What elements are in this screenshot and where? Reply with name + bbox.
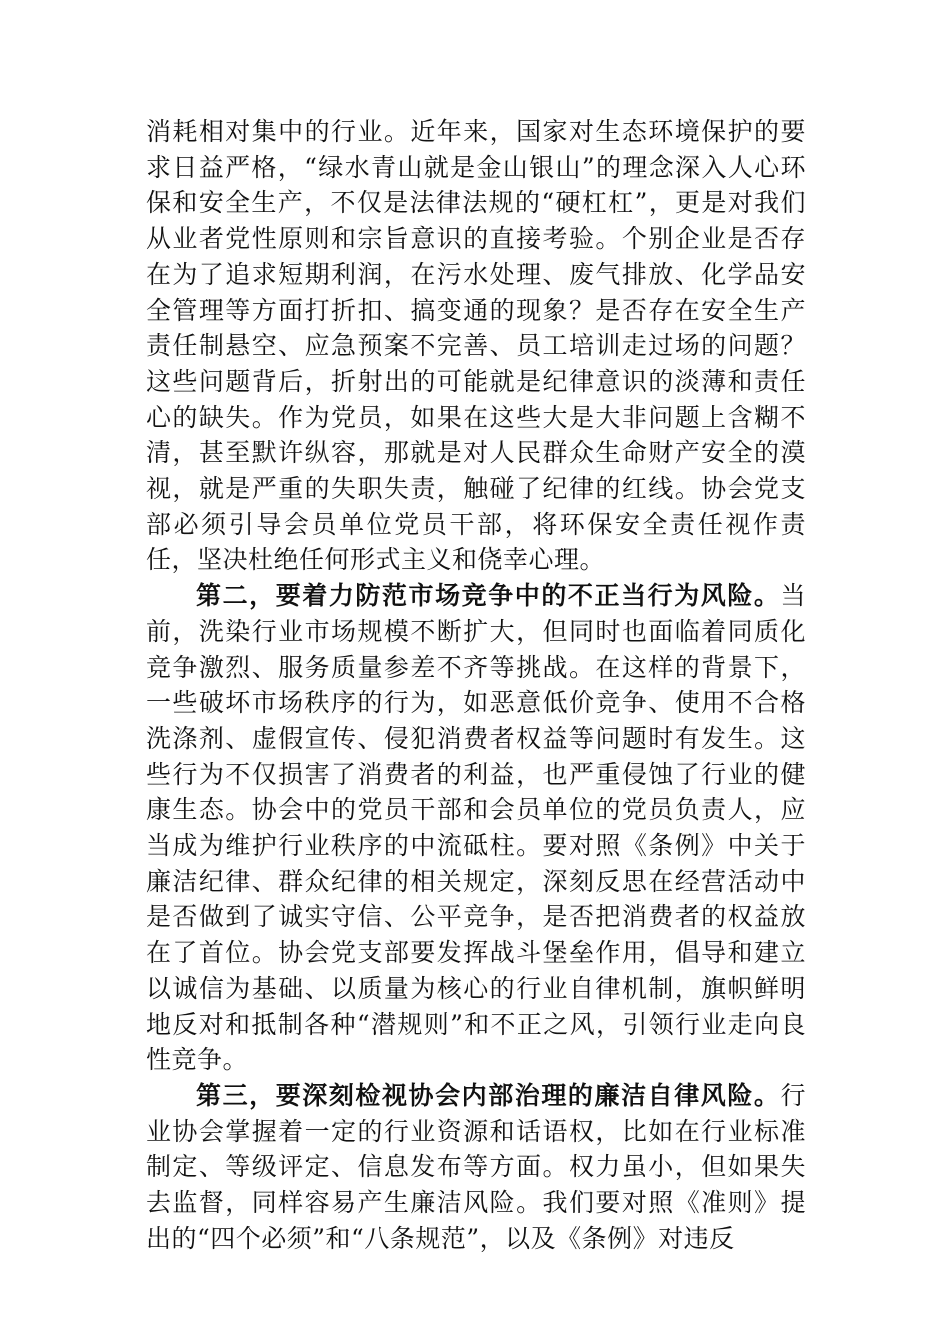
document-body xyxy=(146,114,806,1257)
paragraph-text: 当前，洗染行业市场规模不断扩大，但同时也面临着同质化竞争激烈、服务质量参差不齐等挑战。在这样的背景下，一些破坏市场秩序的行为，如恶意低价竞争、使用不合格洗涤剂、虚假宣传、侵犯消费者权益等问题时有发生。这些行为不仅损害了消费者的利益，也严重侵蚀了行业的健康生态。协会中的党员干部和会员单位的党员负责人，应当成为维护行业秩序的中流砥柱。要对照《条例》中关于廉洁纪律、群众纪律的相关规定，深刻反思在经营活动中是否做到了诚实守信、公平竞争，是否把消费者的权益放在了首位。协会党支部要发挥战斗堡垒作用，倡导和建立以诚信为基础、以质量为核心的行业自律机制，旗帜鲜明地反对和抵制各种“潜规则”和不正之风，引领行业走向良性竞争。 xyxy=(146,581,806,1075)
paragraph-heading: 第三，要深刻检视协会内部治理的廉洁自律风险。 xyxy=(196,1080,781,1110)
paragraph-second-point xyxy=(146,578,806,1078)
paragraph-heading: 第二，要着力防范市场竞争中的不正当行为风险。 xyxy=(196,581,781,611)
paragraph-continuation xyxy=(146,114,806,578)
paragraph-third-point xyxy=(146,1078,806,1257)
paragraph-text: 行业协会掌握着一定的行业资源和话语权，比如在行业标准制定、等级评定、信息发布等方面。权力虽小，但如果失去监督，同样容易产生廉洁风险。我们要对照《准则》提出的“四个必须”和“八条规范”，以及《条例》对违反 xyxy=(146,1080,806,1253)
paragraph-text: 消耗相对集中的行业。近年来，国家对生态环境保护的要求日益严格，“绿水青山就是金山银山”的理念深入人心环保和安全生产，不仅是法律法规的“硬杠杠”，更是对我们从业者党性原则和宗旨意识的直接考验。个别企业是否存在为了追求短期利润，在污水处理、废气排放、化学品安全管理等方面打折扣、搞变通的现象？是否存在安全生产责任制悬空、应急预案不完善、员工培训走过场的问题？这些问题背后，折射出的可能就是纪律意识的淡薄和责任心的缺失。作为党员，如果在这些大是大非问题上含糊不清，甚至默许纵容，那就是对人民群众生命财产安全的漠视，就是严重的失职失责，触碰了纪律的红线。协会党支部必须引导会员单位党员干部，将环保安全责任视作责任，坚决杜绝任何形式主义和侥幸心理。 xyxy=(146,117,806,575)
